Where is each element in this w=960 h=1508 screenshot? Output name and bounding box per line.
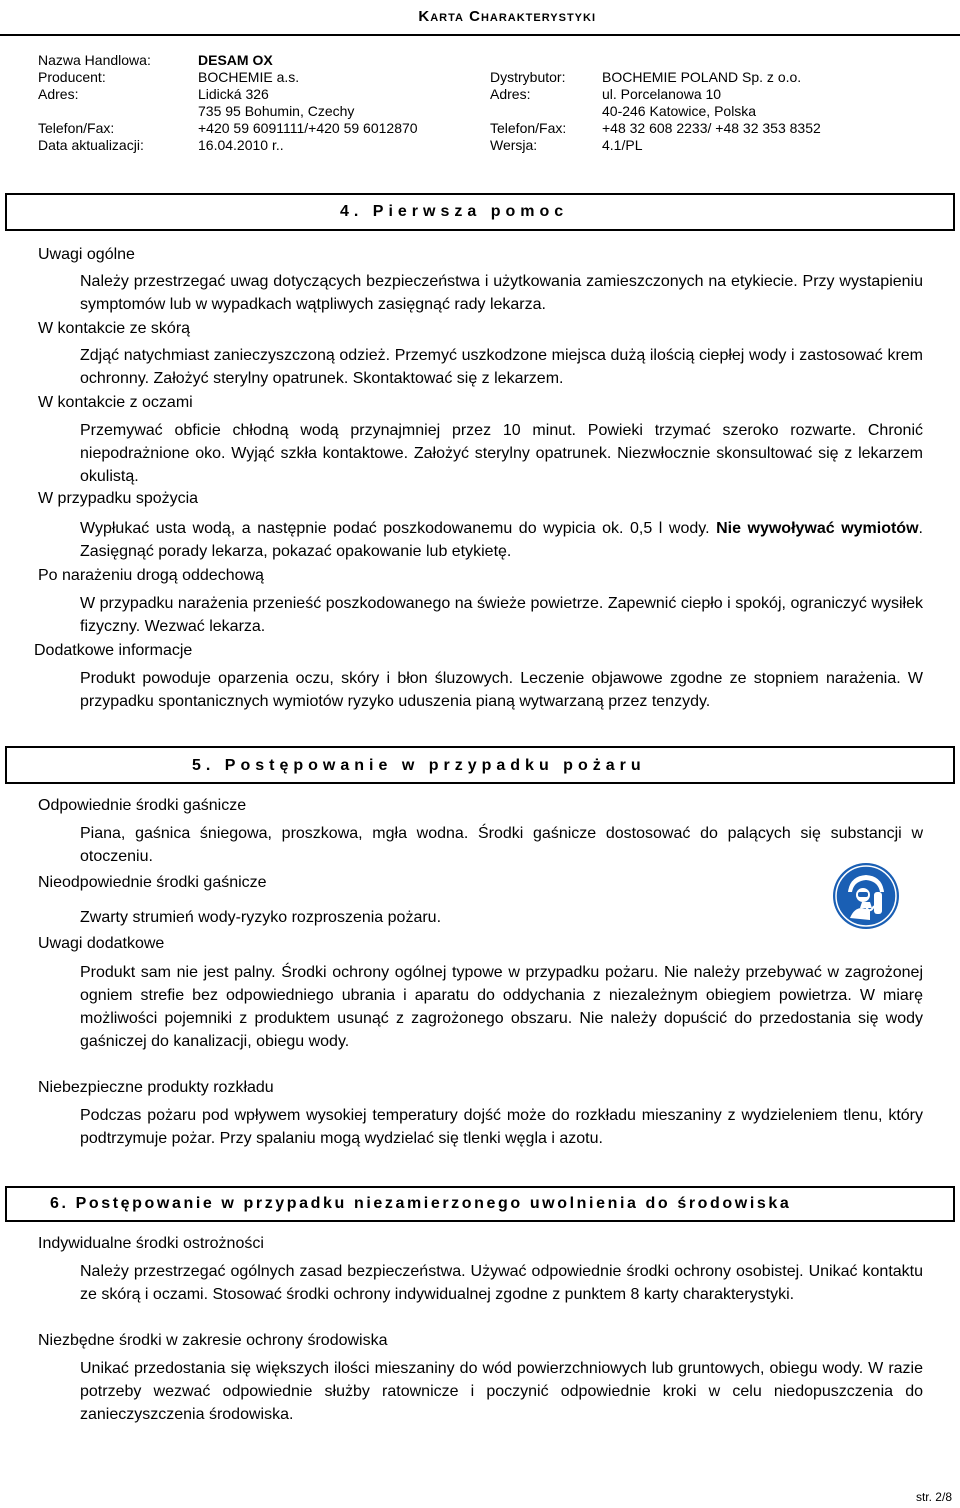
s4-skin-heading: W kontakcie ze skórą <box>38 320 191 337</box>
s5-hazard-heading: Niebezpieczne produkty rozkładu <box>38 1079 274 1096</box>
value-distributor-phone: +48 32 608 2233/ +48 32 353 8352 <box>602 120 821 136</box>
value-address-2: 735 95 Bohumin, Czechy <box>198 103 355 119</box>
value-phone: +420 59 6091111/+420 59 6012870 <box>198 120 418 136</box>
value-version: 4.1/PL <box>602 137 643 153</box>
label-date: Data aktualizacji: <box>38 137 144 153</box>
s5-unsuitable-heading: Nieodpowiednie środki gaśnicze <box>38 874 267 891</box>
s6-env-heading: Niezbędne środki w zakresie ochrony środowiska <box>38 1332 388 1349</box>
label-producer: Producent: <box>38 69 106 85</box>
label-phone: Telefon/Fax: <box>38 120 115 136</box>
value-trade-name: DESAM OX <box>198 52 273 68</box>
value-date: 16.04.2010 r.. <box>198 137 284 153</box>
s5-hazard-text: Podczas pożaru pod wpływem wysokiej temperatury dojść może do rozkładu mieszaniny z wydzieleniem tlenu, który podtrzymuje pożar. Przy spalaniu mogą wydzielać się tlenki węgla i azotu. <box>80 1107 923 1147</box>
label-address: Adres: <box>38 86 79 102</box>
page-number: str. 2/8 <box>915 1490 952 1504</box>
label-version: Wersja: <box>490 137 538 153</box>
s4-ingest-text-2: . Zasięgnąć porady lekarza, pokazać opakowanie lub etykietę. <box>80 520 923 560</box>
s4-eyes-text: Przemywać obficie chłodną wodą przynajmniej przez 10 minut. Powieki trzymać szeroko rozwarte. Chronić niepodrażnione oko. Wyjąć szkła kontaktowe. Założyć sterylny opatrunek. Niezwłocznie skonsultować się z lekarzem okulistą. <box>80 422 923 485</box>
s4-inhal-heading: Po narażeniu drogą oddechową <box>38 567 264 584</box>
section-4-title: 4. Pierwsza pomoc <box>340 203 569 220</box>
s4-extra-text: Produkt powoduje oparzenia oczu, skóry i błon śluzowych. Leczenie objawowe zgodne ze stopniem narażenia. W przypadku spontanicznych wymiotów ryzyko uduszenia pianą wytwarzaną przez tenzydy. <box>80 670 923 710</box>
header-rule <box>0 34 960 36</box>
label-distributor-address: Adres: <box>490 86 531 102</box>
s4-eyes-heading: W kontakcie z oczami <box>38 394 193 411</box>
label-distributor-phone: Telefon/Fax: <box>490 120 567 136</box>
s4-inhal-text: W przypadku narażenia przenieść poszkodowanego na świeże powietrze. Zapewnić ciepło i spokój, ograniczyć wysiłek fizyczny. Wezwać lekarza. <box>80 595 923 635</box>
breathing-apparatus-mandatory-icon <box>832 862 900 930</box>
section-5-title: 5. Postępowanie w przypadku pożaru <box>192 757 646 774</box>
value-distributor-address-2: 40-246 Katowice, Polska <box>602 103 757 119</box>
s6-env-text: Unikać przedostania się większych ilości mieszaniny do wód powierzchniowych lub gruntowych, obiegu wody. W razie potrzeby wezwać odpowiednie służby ratownicze i poczynić odpowiednie kroki w celu niedopuszczenia do zanieczyszczenia środowiska. <box>80 1360 923 1423</box>
section-6-title: 6. Postępowanie w przypadku niezamierzonego uwolnienia do środowiska <box>50 1195 792 1212</box>
label-trade-name: Nazwa Handlowa: <box>38 52 151 68</box>
document-title: Karta Charakterystyki <box>418 8 596 25</box>
s4-extra-heading: Dodatkowe informacje <box>34 642 193 659</box>
s5-suitable-text: Piana, gaśnica śniegowa, proszkowa, mgła wodna. Środki gaśnicze dostosować do palących się substancji w otoczeniu. <box>80 825 923 865</box>
s5-unsuitable-text: Zwarty strumień wody-ryzyko rozproszenia pożaru. <box>80 909 442 926</box>
s5-notes-heading: Uwagi dodatkowe <box>38 935 165 952</box>
s6-personal-heading: Indywidualne środki ostrożności <box>38 1235 264 1252</box>
s4-general-text <box>80 270 923 316</box>
s4-ingest-bold: Nie wywoływać wymiotów <box>716 520 919 537</box>
value-address-1: Lidická 326 <box>198 86 269 102</box>
s4-general-text-1: Należy przestrzegać uwag dotyczących bezpieczeństwa i użytkowania zamieszczonych na etykiecie. Przy wystapieniu symptomów lub w wypadkach wątpliwych zasięgnąć rady lekarza. <box>80 273 923 313</box>
s6-personal-text: Należy przestrzegać ogólnych zasad bezpieczeństwa. Używać odpowiednie środki ochrony osobistej. Unikać kontaktu ze skórą i oczami. Stosować środki ochrony indywidualnej zgodne z punktem 8 karty charakterystyki. <box>80 1263 923 1303</box>
s5-suitable-heading: Odpowiednie środki gaśnicze <box>38 797 247 814</box>
value-distributor: BOCHEMIE POLAND Sp. z o.o. <box>602 69 802 85</box>
s5-notes-text: Produkt sam nie jest palny. Środki ochrony ogólnej typowe w przypadku pożaru. Nie należy przebywać w zagrożonej ogniem strefie bez odpowiedniego ubrania i aparatu do oddychania z niezależnym obiegiem powietrza. W miarę możliwości pojemniki z produktem usunąć z zagrożonego obszaru. Nie należy dopuścić do przedostania się wody gaśniczej do kanalizacji, obiegu wody. <box>80 964 923 1050</box>
s4-skin-text: Zdjąć natychmiast zanieczyszczoną odzież. Przemyć uszkodzone miejsca dużą ilością ciepłej wody i zastosować krem ochronny. Założyć sterylny opatrunek. Skontaktować się z lekarzem. <box>80 347 923 387</box>
s4-ingest-text <box>80 517 923 563</box>
value-producer: BOCHEMIE a.s. <box>198 69 300 85</box>
value-distributor-address-1: ul. Porcelanowa 10 <box>602 86 722 102</box>
s4-general-heading: Uwagi ogólne <box>38 246 135 263</box>
s4-ingest-heading: W przypadku spożycia <box>38 490 199 507</box>
label-distributor: Dystrybutor: <box>490 69 566 85</box>
s4-ingest-text-1: Wypłukać usta wodą, a następnie podać poszkodowanemu do wypicia ok. 0,5 l wody. <box>80 520 710 537</box>
